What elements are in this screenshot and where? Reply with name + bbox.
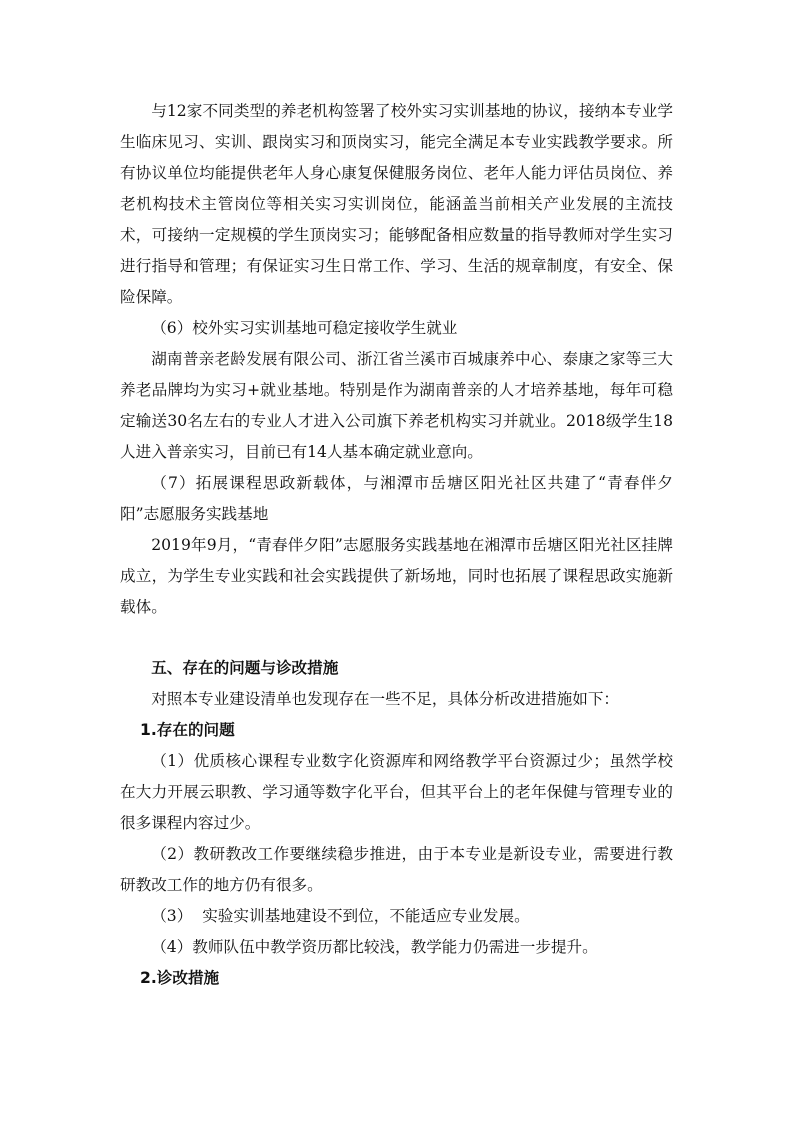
problem-item-1: （1）优质核心课程专业数字化资源库和网络教学平台资源过少；虽然学校在大力开展云职教、学习通等数字化平台，但其平台上的老年保健与管理专业的很多课程内容过少。	[120, 752, 673, 832]
subsection-title-measures: 2.诊改措施	[140, 969, 220, 987]
paragraph-employment-bases: 湖南普亲老龄发展有限公司、浙江省兰溪市百城康养中心、泰康之家等三大养老品牌均为实习+就业基地。特别是作为湖南普亲的人才培养基地，每年可稳定输送30名左右的专业人才进入公司旗下养老机构实习并就业。2018级学生18人进入普亲实习，目前已有14人基本确定就业意向。	[120, 350, 673, 461]
section-intro: 对照本专业建设清单也发现存在一些不足，具体分析改进措施如下：	[151, 690, 620, 708]
subheading-employment: （6）校外实习实训基地可稳定接收学生就业	[151, 319, 458, 337]
subheading-volunteer-base: （7）拓展课程思政新载体，与湘潭市岳塘区阳光社区共建了“青春伴夕阳”志愿服务实践基地	[120, 474, 673, 523]
problem-item-3: （3） 实验实训基地建设不到位，不能适应专业发展。	[151, 907, 530, 925]
problem-item-4: （4）教师队伍中教学资历都比较浅，教学能力仍需进一步提升。	[151, 938, 598, 956]
document-page	[120, 96, 673, 994]
problem-item-2: （2）教研教改工作要继续稳步推进，由于本专业是新设专业，需要进行教研教改工作的地方仍有很多。	[120, 845, 673, 894]
section-title-problems: 五、存在的问题与诊改措施	[151, 659, 339, 677]
paragraph-volunteer-base: 2019年9月，“青春伴夕阳”志愿服务实践基地在湘潭市岳塘区阳光社区挂牌成立，为学生专业实践和社会实践提供了新场地，同时也拓展了课程思政实施新载体。	[120, 536, 673, 616]
subsection-title-problems: 1.存在的问题	[140, 721, 235, 739]
section-spacer	[120, 623, 673, 653]
paragraph-internship-agreements: 与12家不同类型的养老机构签署了校外实习实训基地的协议，接纳本专业学生临床见习、实训、跟岗实习和顶岗实习，能完全满足本专业实践教学要求。所有协议单位均能提供老年人身心康复保健服务岗位、老年人能力评估员岗位、养老机构技术主管岗位等相关实习实训岗位，能涵盖当前相关产业发展的主流技术，可接纳一定规模的学生顶岗实习；能够配备相应数量的指导教师对学生实习进行指导和管理；有保证实习生日常工作、学习、生活的规章制度，有安全、保险保障。	[120, 102, 673, 306]
